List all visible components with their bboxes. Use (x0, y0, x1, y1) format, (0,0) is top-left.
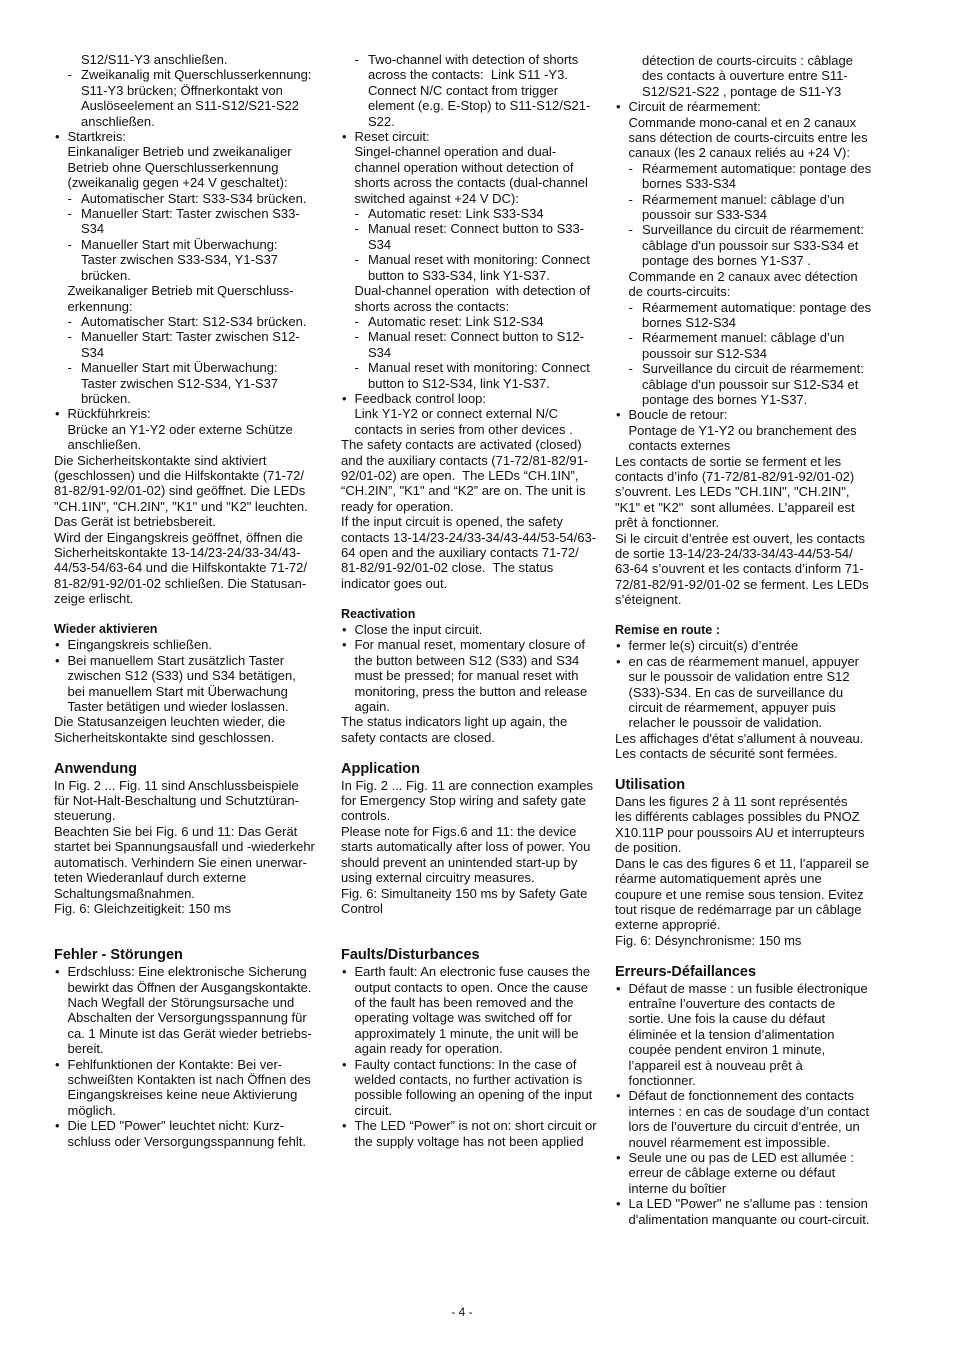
wiring-dash-item: - Surveillance du circuit de réarmement: câblage d'un poussoir sur S33-S34 et pontage des bornes Y1-S37 . (615, 222, 887, 268)
status-paragraph: The safety contacts are activated (closed) and the auxiliary contacts (71-72/81-82/91- 92/01-02) are open. The LEDs “CH.1IN”, “CH.2IN”, "K1" and “K2” are on. The unit is ready for operation. If the input circuit is opened, the safety contacts 13-14/23-24/33-34/43-44/53-54/63- 64 open and the auxiliary contacts 71-72/ 81-82/91-92/01-02 close. The status indicator goes out. (341, 437, 597, 591)
application-heading: Application (341, 760, 420, 777)
wiring-dash-item: - Automatischer Start: S12-S34 brücken. (54, 314, 326, 329)
fault-item: • Seule une ou pas de LED est allumée : erreur de câblage externe ou défaut interne du boîtier (615, 1150, 887, 1196)
wiring-dash-item: - Manual reset with monitoring: Connect button to S12-S34, link Y1-S37. (341, 360, 613, 391)
wiring-continuation-text: détection de courts-circuits : câblage des contacts à ouverture entre S11- S12/S21-S22 , pontage de S11-Y3 (642, 53, 853, 99)
reactivation-heading: Remise en route : (615, 623, 720, 638)
wiring-dash-item: - Automatic reset: Link S33-S34 (341, 206, 613, 221)
application-heading: Utilisation (615, 777, 686, 794)
wiring-dash-item: - Manual reset: Connect button to S12- S34 (341, 329, 613, 360)
status-paragraph: Die Sicherheitskontakte sind aktiviert (geschlossen) und die Hilfskontakte (71-72/ 81-82/91-92/01-02) sind geöffnet. Die LEDs "CH.1IN", "CH.2IN", "K1" und "K2" leuchten. Das Gerät ist betriebsbereit. Wird der Eingangskreis geöffnet, öffnen die Sicherheitskontakte 13-14/23-24/33-34/43- 44/53-54/63-64 und die Hilfskontakte 71-72/ 81-82/91-92/01-02 schließen. Die Statusan- zeige erlischt. (54, 452, 308, 607)
wiring-dash-item: - Réarmement manuel: câblage d’un poussoir sur S33-S34 (615, 192, 887, 223)
column-french (615, 53, 887, 1227)
fault-item: • Earth fault: An electronic fuse causes the output contacts to open. Once the cause of the fault has been removed and the operating voltage was switched off for approximately 1 minute, the unit will be again ready for operation. (341, 964, 613, 1056)
fault-item: • The LED “Power” is not on: short circuit or the supply voltage has not been applied (341, 1118, 613, 1149)
feedback-loop-item: • Boucle de retour: Pontage de Y1-Y2 ou branchement des contacts externes (615, 407, 887, 453)
feedback-loop-item: • Feedback control loop: Link Y1-Y2 or connect external N/C contacts in series from other devices . (341, 391, 613, 437)
reactivation-note: Les affichages d'état s'allument à nouveau. Les contacts de sécurité sont fermées. (615, 730, 864, 762)
reset-circuit-item: • Circuit de réarmement: Commande mono-canal et en 2 canaux sans détection de courts-circuits entre les canaux (les 2 canaux reliés au +24 V): (615, 99, 887, 161)
reset-circuit-item: • Reset circuit: Singel-channel operation and dual- channel operation without detection of shorts across the contacts (dual-channel switched against +24 V DC): (341, 129, 613, 206)
wiring-dash-item: - Réarmement automatique: pontage des bornes S12-S34 (615, 300, 887, 331)
wiring-subsection-text: Commande en 2 canaux avec détection de courts-circuits: (628, 268, 858, 300)
reactivation-item: • en cas de réarmement manuel, appuyer sur le poussoir de validation entre S12 (S33)-S34. En cas de surveillance du circuit de réarmement, appuyer puis relacher le poussoir de validation. (615, 654, 887, 731)
wiring-dash-item: - Manueller Start mit Überwachung: Taster zwischen S12-S34, Y1-S37 brücken. (54, 360, 326, 406)
reactivation-item: • For manual reset, momentary closure of the button between S12 (S33) and S34 must be pressed; for manual reset with monitoring, press the button and release again. (341, 637, 613, 714)
wiring-dash-item: - Manual reset with monitoring: Connect button to S33-S34, link Y1-S37. (341, 252, 613, 283)
application-text: Dans les figures 2 à 11 sont représentés les différents cablages possibles du PNOZ X10.11P pour poussoirs AU et interrupteurs de position. Dans le cas des figures 6 et 11, l’appareil se réarme automatiquement après une coupure et une remise sous tension. Evitez tout risque de redémarrage par un câblage externe approprié. Fig. 6: Désynchronisme: 150 ms (615, 794, 870, 948)
fault-item: • La LED "Power" ne s'allume pas : tension d'alimentation manquante ou court-circuit. (615, 1196, 887, 1227)
wiring-dash-item: - Manueller Start mit Überwachung: Taster zwischen S33-S34, Y1-S37 brücken. (54, 237, 326, 283)
wiring-dash-item: - Zweikanalig mit Querschlusserkennung: S11-Y3 brücken; Öffnerkontakt von Auslöseelement an S11-S12/S21-S22 anschließen. (54, 67, 326, 129)
faults-heading: Fehler - Störungen (54, 947, 183, 964)
wiring-dash-item: - Manueller Start: Taster zwischen S12- S34 (54, 329, 326, 360)
fault-item: • Défaut de fonctionnement des contacts internes : en cas de soudage d’un contact lors de l’ouverture du circuit d’entrée, un nouvel réarmement est impossible. (615, 1088, 887, 1150)
wiring-dash-item: - Automatic reset: Link S12-S34 (341, 314, 613, 329)
wiring-dash-item: - Manual reset: Connect button to S33- S34 (341, 221, 613, 252)
fault-item: • Erdschluss: Eine elektronische Sicherung bewirkt das Öffnen der Ausgangskontakte. Nach Wegfall der Störungsursache und Abschalten der Versorgungsspannung für ca. 1 Minute ist das Gerät wieder betriebs- bereit. (54, 964, 326, 1056)
wiring-dash-item: - Surveillance du circuit de réarmement: câblage d'un poussoir sur S12-S34 et pontage des bornes Y1-S37. (615, 361, 887, 407)
wiring-subsection-text: Dual-channel operation with detection of shorts across the contacts: (354, 283, 591, 314)
fault-item: • Faulty contact functions: In the case of welded contacts, no further activation is possible following an opening of the input circuit. (341, 1057, 613, 1119)
reactivation-item: • Close the input circuit. (341, 622, 613, 637)
feedback-loop-item: • Rückführkreis: Brücke an Y1-Y2 oder externe Schütze anschließen. (54, 406, 326, 452)
application-text: In Fig. 2 ... Fig. 11 are connection examples for Emergency Stop wiring and safety gate controls. Please note for Figs.6 and 11: the device starts automatically after loss of power. You should prevent an unintended start-up by using external circuitry measures. Fig. 6: Simultaneity 150 ms by Safety Gate Control (341, 777, 593, 916)
column-english (341, 52, 613, 1149)
fault-item: • Die LED "Power" leuchtet nicht: Kurz- schluss oder Versorgungsspannung fehlt. (54, 1118, 326, 1149)
wiring-dash-item: - Réarmement manuel: câblage d’un poussoir sur S12-S34 (615, 330, 887, 361)
application-heading: Anwendung (54, 760, 137, 777)
application-text: In Fig. 2 ... Fig. 11 sind Anschlussbeispiele für Not-Halt-Beschaltung und Schutztüran- steuerung. Beachten Sie bei Fig. 6 und 11: Das Gerät startet bei Spannungsausfall und -wiederkehr automatisch. Verhindern Sie einen unerwar- teten Wiederanlauf durch externe Schaltungsmaßnahmen. Fig. 6: Gleichzeitigkeit: 150 ms (54, 777, 315, 916)
fault-item: • Défaut de masse : un fusible électronique entraîne l’ouverture des contacts de sortie. Une fois la cause du défaut éliminée et la tension d’alimentation coupée pendent environ 1 minute, l’appareil est à nouveau prêt à fonctionner. (615, 981, 887, 1089)
fault-item: • Fehlfunktionen der Kontakte: Bei ver- schweißten Kontakten ist nach Öffnen des Eingangskreises keine neue Aktivierung möglich. (54, 1057, 326, 1119)
reactivation-note: The status indicators light up again, the safety contacts are closed. (341, 714, 568, 745)
wiring-continuation-text: S12/S11-Y3 anschließen. (81, 52, 228, 67)
reactivation-item: • Bei manuellem Start zusätzlich Taster zwischen S12 (S33) und S34 betätigen, bei manuellem Start mit Überwachung Taster betätigen und wieder loslassen. (54, 653, 326, 715)
faults-heading: Faults/Disturbances (341, 947, 480, 964)
faults-heading: Erreurs-Défaillances (615, 963, 757, 980)
page-number: - 4 - (451, 1305, 473, 1319)
wiring-subsection-text: Zweikanaliger Betrieb mit Querschluss- erkennung: (67, 283, 294, 314)
reactivation-item: • fermer le(s) circuit(s) d’entrée (615, 638, 887, 653)
reactivation-heading: Wieder aktivieren (54, 622, 158, 637)
reactivation-heading: Reactivation (341, 606, 416, 621)
start-circuit-item: • Startkreis: Einkanaliger Betrieb und zweikanaliger Betrieb ohne Querschlusserkennung (zweikanalig gegen +24 V geschaltet): (54, 129, 326, 191)
wiring-dash-item: - Réarmement automatique: pontage des bornes S33-S34 (615, 161, 887, 192)
wiring-dash-item: - Two-channel with detection of shorts across the contacts: Link S11 -Y3. Connect N/C contact from trigger element (e.g. E-Stop) to S11-S12/S21- S22. (341, 52, 613, 129)
wiring-dash-item: - Automatischer Start: S33-S34 brücken. (54, 191, 326, 206)
wiring-dash-item: - Manueller Start: Taster zwischen S33- S34 (54, 206, 326, 237)
reactivation-item: • Eingangskreis schließen. (54, 637, 326, 652)
reactivation-note: Die Statusanzeigen leuchten wieder, die Sicherheitskontakte sind geschlossen. (54, 714, 286, 745)
status-paragraph: Les contacts de sortie se ferment et les contacts d’info (71-72/81-82/91-92/01-02) s’ouvrent. Les LEDs "CH.1IN", "CH.2IN", "K1" et "K2" sont allumées. L’appareil est prêt à fonctionner. Si le circuit d’entrée est ouvert, les contacts de sortie 13-14/23-24/33-34/43-44/53-54/ 63-64 s’ouvrent et les contacts d’inform 71- 72/81-82/91-92/01-02 se ferment. Les LEDs s’éteignent. (615, 453, 869, 608)
column-german (54, 52, 326, 1149)
